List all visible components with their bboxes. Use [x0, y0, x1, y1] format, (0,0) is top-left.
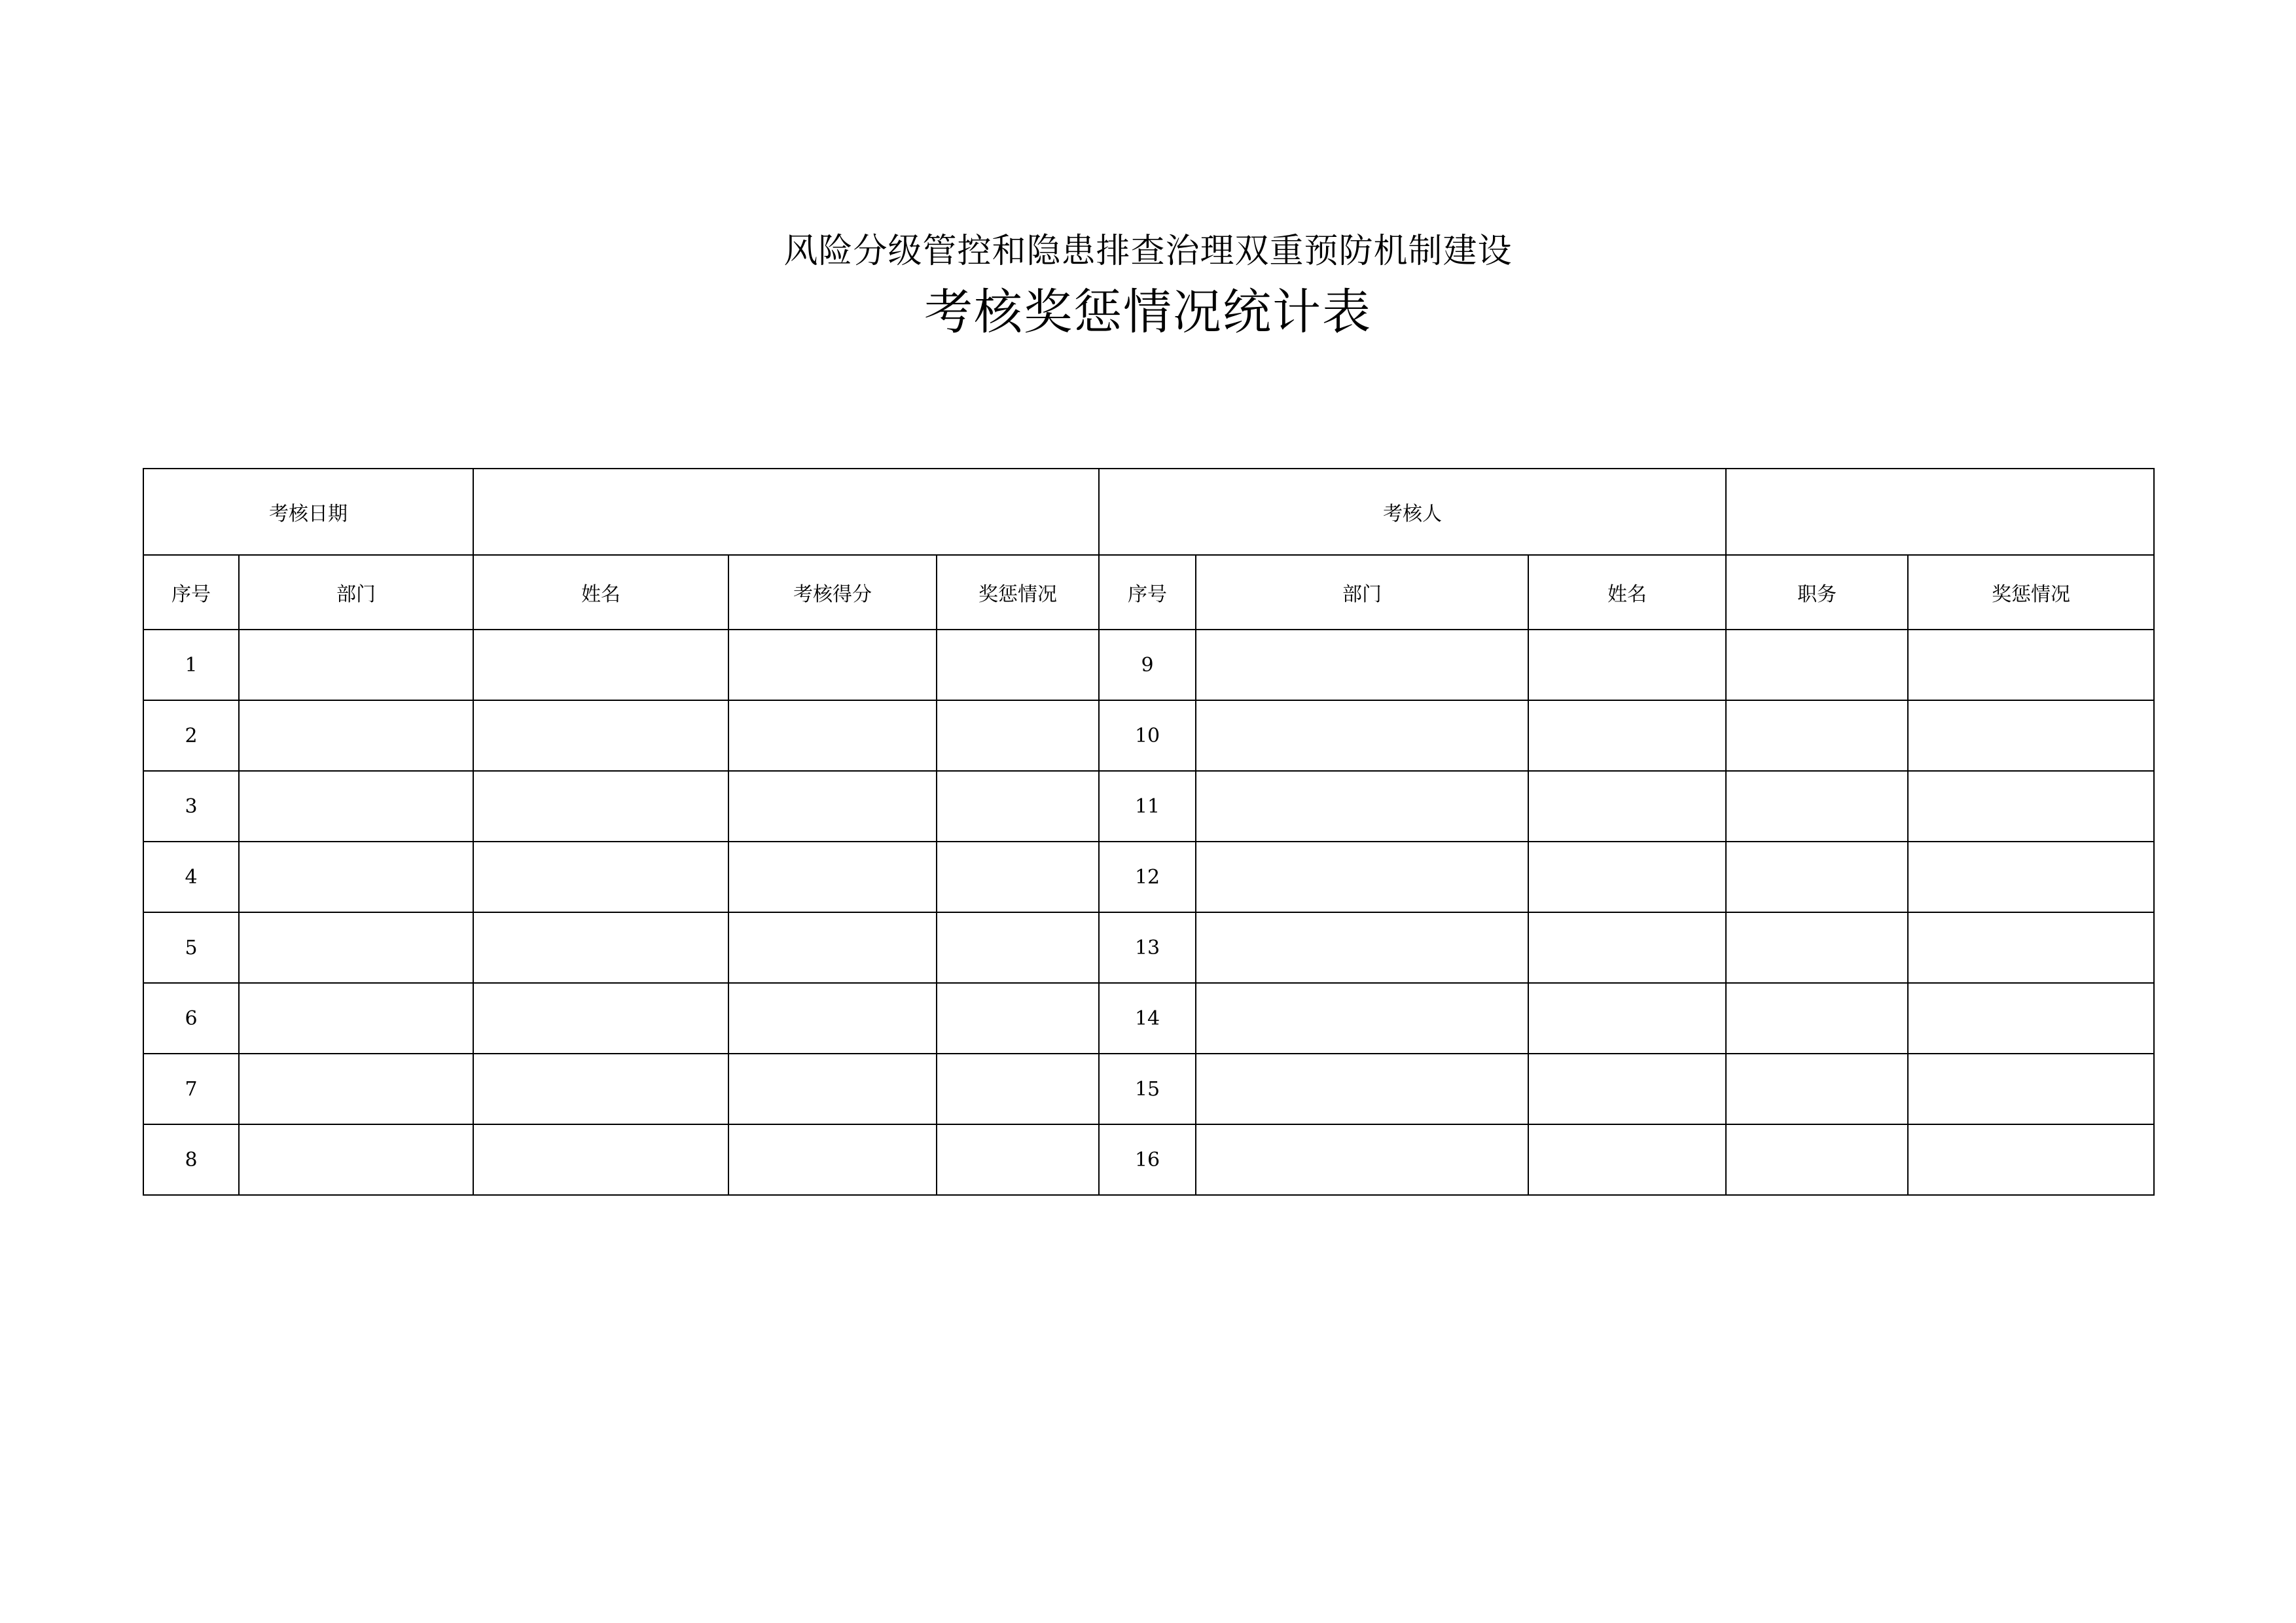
table-row	[143, 1054, 2154, 1124]
cell-name-left[interactable]	[473, 1124, 728, 1195]
header-dept-right: 部门	[1196, 555, 1528, 630]
cell-dept-left[interactable]	[239, 771, 473, 842]
cell-dept-right[interactable]	[1196, 842, 1528, 912]
cell-dept-right[interactable]	[1196, 771, 1528, 842]
cell-seq-right: 9	[1099, 630, 1196, 700]
cell-name-left[interactable]	[473, 700, 728, 771]
cell-name-right[interactable]	[1528, 983, 1726, 1054]
cell-post-right[interactable]	[1726, 912, 1908, 983]
cell-reward-right[interactable]	[1908, 630, 2154, 700]
cell-seq-right: 14	[1099, 983, 1196, 1054]
cell-reward-right[interactable]	[1908, 771, 2154, 842]
cell-name-right[interactable]	[1528, 842, 1726, 912]
cell-reward-right[interactable]	[1908, 1054, 2154, 1124]
cell-post-right[interactable]	[1726, 700, 1908, 771]
cell-score-left[interactable]	[728, 912, 937, 983]
cell-dept-left[interactable]	[239, 1124, 473, 1195]
cell-reward-left[interactable]	[937, 630, 1099, 700]
header-seq-right: 序号	[1099, 555, 1196, 630]
header-name-right: 姓名	[1528, 555, 1726, 630]
cell-name-left[interactable]	[473, 1054, 728, 1124]
cell-seq-left: 6	[143, 983, 239, 1054]
cell-name-left[interactable]	[473, 842, 728, 912]
table-row-meta	[143, 469, 2154, 555]
cell-name-left[interactable]	[473, 630, 728, 700]
cell-name-right[interactable]	[1528, 1124, 1726, 1195]
cell-score-left[interactable]	[728, 630, 937, 700]
assessment-table-wrapper	[143, 468, 2153, 1196]
title-line-2: 考核奖惩情况统计表	[924, 284, 1372, 340]
cell-dept-left[interactable]	[239, 630, 473, 700]
cell-dept-left[interactable]	[239, 1054, 473, 1124]
cell-name-right[interactable]	[1528, 700, 1726, 771]
cell-reward-right[interactable]	[1908, 983, 2154, 1054]
cell-seq-left: 5	[143, 912, 239, 983]
table-row	[143, 1124, 2154, 1195]
table-row	[143, 630, 2154, 700]
cell-seq-right: 13	[1099, 912, 1196, 983]
cell-reward-left[interactable]	[937, 1124, 1099, 1195]
cell-seq-left: 2	[143, 700, 239, 771]
assessor-label: 考核人	[1099, 469, 1726, 555]
cell-post-right[interactable]	[1726, 1124, 1908, 1195]
cell-dept-left[interactable]	[239, 912, 473, 983]
cell-post-right[interactable]	[1726, 983, 1908, 1054]
cell-name-right[interactable]	[1528, 771, 1726, 842]
cell-score-left[interactable]	[728, 1054, 937, 1124]
assessment-table	[143, 468, 2155, 1196]
cell-seq-right: 11	[1099, 771, 1196, 842]
header-score-left: 考核得分	[728, 555, 937, 630]
cell-reward-right[interactable]	[1908, 1124, 2154, 1195]
cell-score-left[interactable]	[728, 842, 937, 912]
cell-seq-right: 12	[1099, 842, 1196, 912]
cell-seq-right: 16	[1099, 1124, 1196, 1195]
header-name-left: 姓名	[473, 555, 728, 630]
cell-reward-right[interactable]	[1908, 700, 2154, 771]
header-reward-left: 奖惩情况	[937, 555, 1099, 630]
table-row	[143, 842, 2154, 912]
cell-seq-left: 4	[143, 842, 239, 912]
cell-score-left[interactable]	[728, 700, 937, 771]
cell-score-left[interactable]	[728, 983, 937, 1054]
cell-dept-right[interactable]	[1196, 700, 1528, 771]
table-row	[143, 700, 2154, 771]
cell-seq-left: 8	[143, 1124, 239, 1195]
cell-post-right[interactable]	[1726, 771, 1908, 842]
cell-name-right[interactable]	[1528, 1054, 1726, 1124]
cell-reward-left[interactable]	[937, 983, 1099, 1054]
header-reward-right: 奖惩情况	[1908, 555, 2154, 630]
cell-seq-right: 15	[1099, 1054, 1196, 1124]
cell-reward-left[interactable]	[937, 1054, 1099, 1124]
cell-dept-right[interactable]	[1196, 983, 1528, 1054]
cell-dept-right[interactable]	[1196, 630, 1528, 700]
cell-seq-left: 3	[143, 771, 239, 842]
header-post-right: 职务	[1726, 555, 1908, 630]
cell-dept-left[interactable]	[239, 842, 473, 912]
cell-name-right[interactable]	[1528, 630, 1726, 700]
cell-dept-left[interactable]	[239, 983, 473, 1054]
cell-name-left[interactable]	[473, 912, 728, 983]
cell-reward-left[interactable]	[937, 700, 1099, 771]
cell-dept-left[interactable]	[239, 700, 473, 771]
cell-dept-right[interactable]	[1196, 1054, 1528, 1124]
assessment-date-value[interactable]	[473, 469, 1099, 555]
cell-reward-left[interactable]	[937, 842, 1099, 912]
cell-score-left[interactable]	[728, 1124, 937, 1195]
cell-post-right[interactable]	[1726, 842, 1908, 912]
cell-score-left[interactable]	[728, 771, 937, 842]
cell-name-right[interactable]	[1528, 912, 1726, 983]
cell-post-right[interactable]	[1726, 630, 1908, 700]
table-row	[143, 771, 2154, 842]
title-line-1: 风险分级管控和隐患排查治理双重预防机制建设	[783, 232, 1513, 271]
cell-reward-right[interactable]	[1908, 842, 2154, 912]
cell-name-left[interactable]	[473, 983, 728, 1054]
cell-reward-left[interactable]	[937, 912, 1099, 983]
cell-dept-right[interactable]	[1196, 1124, 1528, 1195]
header-seq-left: 序号	[143, 555, 239, 630]
cell-post-right[interactable]	[1726, 1054, 1908, 1124]
document-title-block	[0, 0, 2296, 344]
header-dept-left: 部门	[239, 555, 473, 630]
cell-reward-right[interactable]	[1908, 912, 2154, 983]
assessment-date-label: 考核日期	[143, 469, 473, 555]
table-row-header	[143, 555, 2154, 630]
cell-dept-right[interactable]	[1196, 912, 1528, 983]
cell-seq-left: 1	[143, 630, 239, 700]
table-row	[143, 983, 2154, 1054]
cell-reward-left[interactable]	[937, 771, 1099, 842]
cell-seq-left: 7	[143, 1054, 239, 1124]
cell-seq-right: 10	[1099, 700, 1196, 771]
table-row	[143, 912, 2154, 983]
cell-name-left[interactable]	[473, 771, 728, 842]
assessor-value[interactable]	[1726, 469, 2154, 555]
